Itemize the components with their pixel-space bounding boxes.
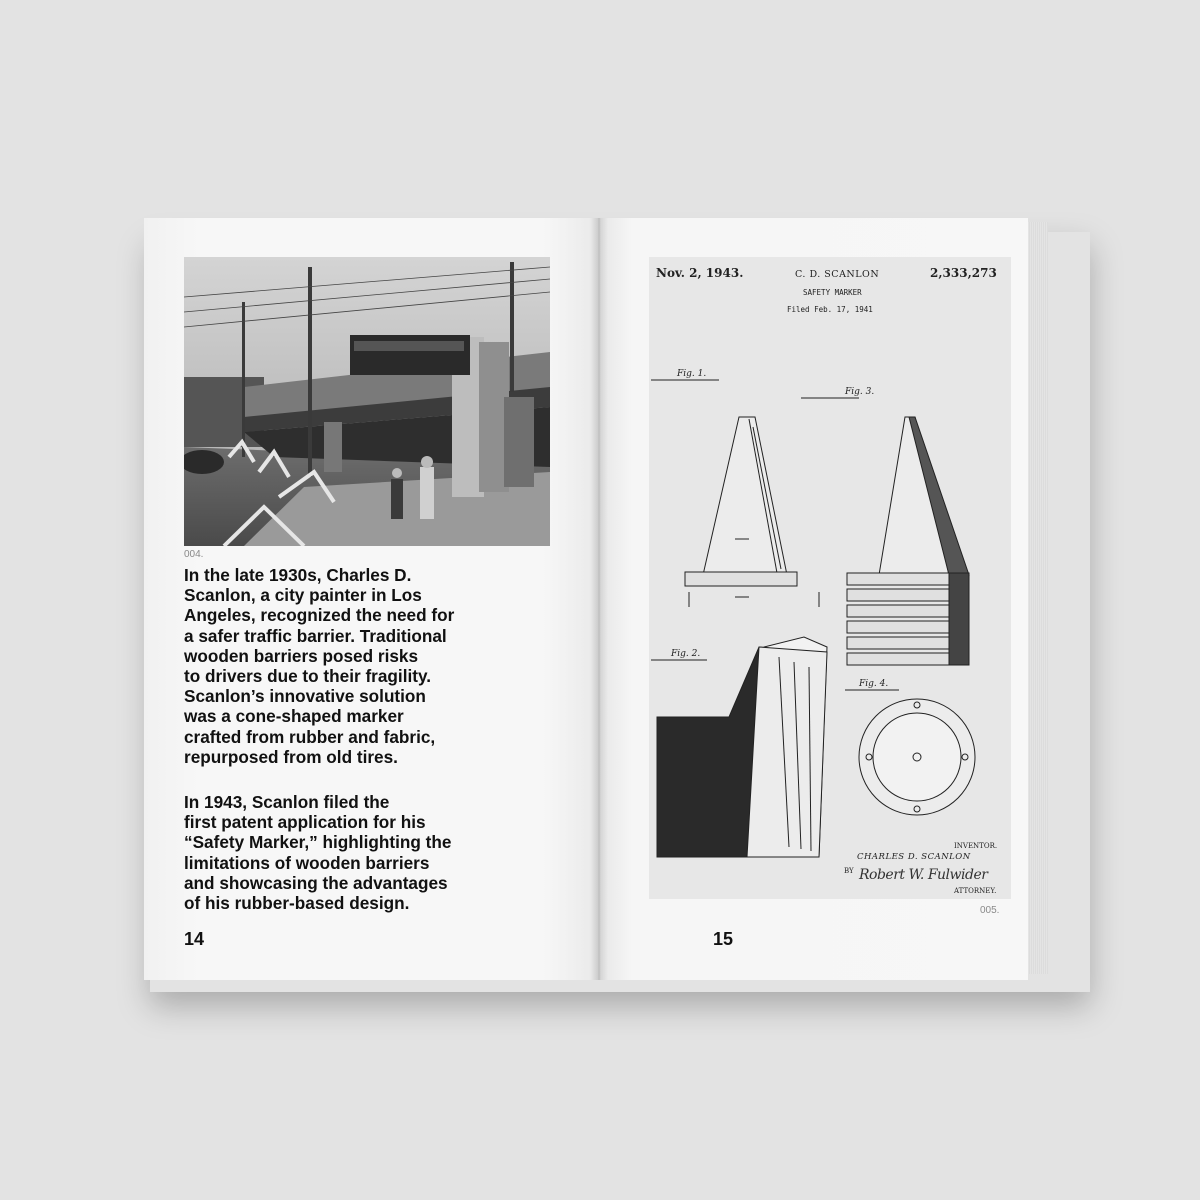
text-line: crafted from rubber and fabric, [184,726,436,747]
fig-2-label: Fig. 2. [671,649,701,659]
text-line: wooden barriers posed risks [184,645,419,666]
patent-figures-illustration [649,257,1011,899]
text-line: “Safety Marker,” highlighting the [184,832,452,853]
overpass-photo-illustration [184,257,550,546]
attorney-signature: Robert W. Fulwider [859,867,988,883]
page-number-right: 15 [713,929,734,949]
patent-drawing [649,257,1011,899]
fig-1-label: Fig. 1. [677,369,707,379]
attorney-label: ATTORNEY. [954,887,997,895]
page-edges [1028,222,1048,974]
patent-title: SAFETY MARKER [803,288,862,297]
inventor-label: INVENTOR. [954,842,998,850]
text-line: Scanlon’s innovative solution [184,686,426,707]
by-label: BY [844,867,854,875]
text-line: was a cone-shaped marker [184,706,404,727]
text-line: repurposed from old tires. [184,746,398,767]
page-number-left: 14 [184,929,205,949]
paragraph-2 [184,792,484,913]
text-line: Scanlon, a city painter in Los [184,585,422,606]
patent-number: 2,333,273 [930,266,997,280]
text-line: to drivers due to their fragility. [184,666,432,687]
text-line: first patent application for his [184,812,426,833]
book-gutter [590,218,608,980]
text-line: of his rubber-based design. [184,893,410,914]
text-line: a safer traffic barrier. Traditional [184,625,447,646]
text-line: In the late 1930s, Charles D. [184,565,412,585]
paragraph-1 [184,565,484,767]
patent-filed-date: Filed Feb. 17, 1941 [787,305,873,314]
text-line: and showcasing the advantages [184,872,448,893]
text-line: Angeles, recognized the need for [184,605,455,626]
text-line: In 1943, Scanlon filed the [184,792,390,812]
inventor-name: CHARLES D. SCANLON [857,852,971,862]
figure-caption: 005. [980,905,1000,916]
patent-inventor-header: C. D. SCANLON [795,269,880,280]
fig-3-label: Fig. 3. [845,387,875,397]
photo-caption: 004. [184,549,204,560]
patent-date: Nov. 2, 1943. [656,266,744,280]
text-line: limitations of wooden barriers [184,852,430,873]
fig-4-label: Fig. 4. [859,679,889,689]
historical-photo [184,257,550,546]
